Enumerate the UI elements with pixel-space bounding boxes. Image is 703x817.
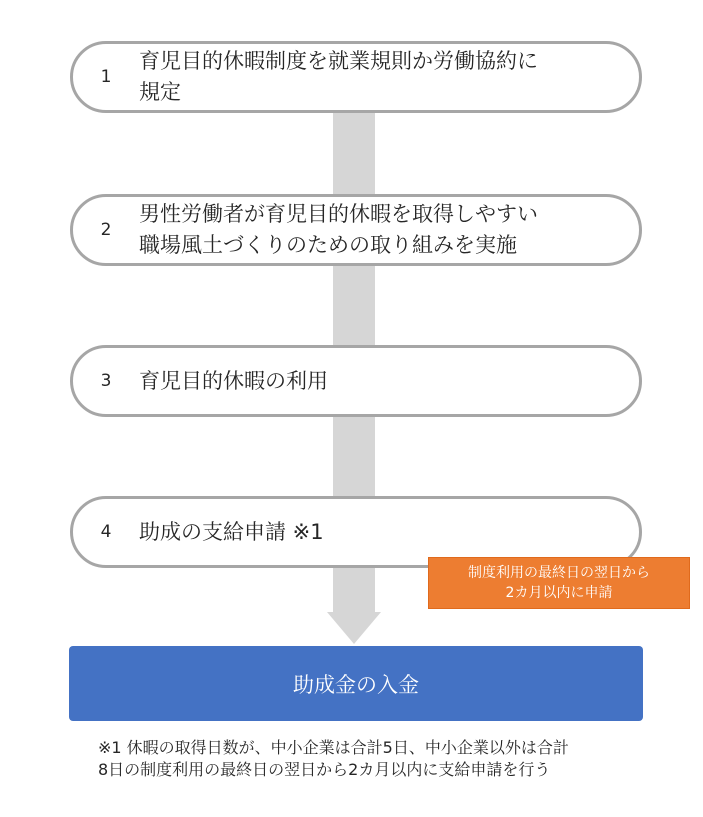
connector-4-result <box>333 568 375 614</box>
result-label: 助成金の入金 <box>293 672 419 697</box>
step-text <box>139 517 352 548</box>
step-text-line: 規定 <box>139 80 181 104</box>
step-text <box>139 199 566 261</box>
footnote-line: 8日の制度利用の最終日の翌日から2カ月以内に支給申請を行う <box>98 760 551 779</box>
step-number: 3 <box>100 371 112 391</box>
step-number: 4 <box>100 522 112 542</box>
step-text-line: 育児目的休暇の利用 <box>139 368 328 393</box>
connector-1-2 <box>333 113 375 197</box>
footnote-line: ※1 休暇の取得日数が、中小企業は合計5日、中小企業以外は合計 <box>98 738 569 757</box>
connector-3-4 <box>333 417 375 499</box>
deadline-note-line: 2カ月以内に申請 <box>505 585 613 601</box>
connector-2-3 <box>333 266 375 348</box>
step-text <box>139 366 356 397</box>
step-text <box>139 46 566 108</box>
step-number: 2 <box>100 220 112 240</box>
step-text-line: 育児目的休暇制度を就業規則か労働協約に <box>139 49 538 73</box>
step-text-line: 職場風土づくりのための取り組みを実施 <box>139 233 517 257</box>
result-box <box>69 646 643 721</box>
deadline-note <box>428 557 690 609</box>
step-text-line: 助成の支給申請 ※1 <box>139 519 324 544</box>
footnote <box>98 737 678 781</box>
step-number: 1 <box>100 67 112 87</box>
arrow-down-icon <box>327 612 381 644</box>
deadline-note-line: 制度利用の最終日の翌日から <box>468 565 650 581</box>
step-1 <box>70 41 642 113</box>
step-text-line: 男性労働者が育児目的休暇を取得しやすい <box>139 202 538 226</box>
step-2 <box>70 194 642 266</box>
step-3 <box>70 345 642 417</box>
